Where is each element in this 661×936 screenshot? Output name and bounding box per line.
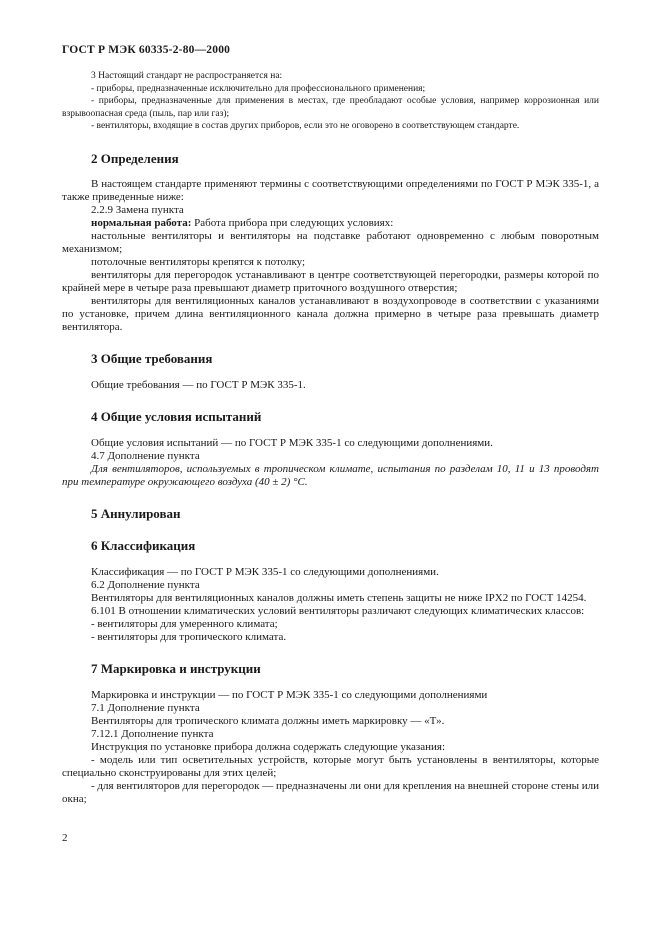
paragraph: Для вентиляторов, используемых в тропическом климате, испытания по разделам 10, 11 и 13 проводят при температуре окружающего воздуха (40 ± 2) °С. <box>62 462 599 488</box>
section-heading: 6 Классификация <box>91 537 196 553</box>
clause-number: 6.2 Дополнение пункта <box>91 578 200 591</box>
scope-item: - вентиляторы, входящие в состав других приборов, если это не оговорено в соответствующем стандарте. <box>91 121 520 131</box>
term-text: Работа прибора при следующих условиях: <box>191 216 394 229</box>
clause-number: 2.2.9 Замена пункта <box>91 203 184 216</box>
clause-number: 4.7 Дополнение пункта <box>91 449 200 462</box>
paragraph: Общие условия испытаний — по ГОСТ Р МЭК 335-1 со следующими дополнениями. <box>91 436 493 449</box>
paragraph: вентиляторы для вентиляционных каналов устанавливают в воздухопроводе в соответствии с указаниями по установке, причем длина вентиляционного канала должна примерно в четыре раза превышать диаметр вентилятора. <box>62 294 599 333</box>
term-definition <box>62 217 599 230</box>
section-heading: 7 Маркировка и инструкции <box>91 660 261 676</box>
paragraph: вентиляторы для перегородок устанавливают в центре соответствующей перегородки, размеры которой по крайней мере в четыре раза превышают диаметр приточного воздушного отверстия; <box>62 268 599 294</box>
paragraph: Инструкция по установке прибора должна содержать следующие указания: <box>91 740 446 753</box>
section-heading: 4 Общие условия испытаний <box>91 408 262 424</box>
section-heading: 3 Общие требования <box>91 350 213 366</box>
paragraph: Общие требования — по ГОСТ Р МЭК 335-1. <box>91 378 306 391</box>
list-item: - вентиляторы для тропического климата. <box>91 630 287 643</box>
paragraph: Классификация — по ГОСТ Р МЭК 335-1 со следующими дополнениями. <box>91 565 439 578</box>
paragraph: Вентиляторы для тропического климата должны иметь маркировку — «Т». <box>91 714 445 727</box>
paragraph: 6.101 В отношении климатических условий вентиляторы различают следующих климатических классов: <box>91 604 585 617</box>
section-heading: 5 Аннулирован <box>91 505 181 521</box>
term: нормальная работа: <box>91 216 192 229</box>
paragraph: настольные вентиляторы и вентиляторы на подставке работают одновременно с любым поворотным механизмом; <box>62 229 599 255</box>
list-item: - модель или тип осветительных устройств, которые могут быть установлены в вентиляторы, которые специально сконструированы для этих целей; <box>62 753 599 779</box>
document-header: ГОСТ Р МЭК 60335-2-80—2000 <box>62 44 231 56</box>
section-heading: 2 Определения <box>91 150 179 166</box>
list-item: - для вентиляторов для перегородок — предназначены ли они для крепления на внешней стороне стены или окна; <box>62 779 599 805</box>
scope-intro: 3 Настоящий стандарт не распространяется на: <box>91 71 283 81</box>
paragraph: потолочные вентиляторы крепятся к потолку; <box>91 255 306 268</box>
clause-number: 7.12.1 Дополнение пункта <box>91 727 214 740</box>
paragraph: Маркировка и инструкции — по ГОСТ Р МЭК 335-1 со следующими дополнениями <box>91 688 488 701</box>
scope-item: - приборы, предназначенные для применения в местах, где преобладают особые условия, например коррозионная или взрывоопасная среда (пыль, пар или газ); <box>62 96 599 119</box>
scope-item: - приборы, предназначенные исключительно для профессионального применения; <box>91 83 426 94</box>
paragraph: Вентиляторы для вентиляционных каналов должны иметь степень защиты не ниже IPX2 по ГОСТ 14254. <box>91 591 587 604</box>
paragraph: В настоящем стандарте применяют термины с соответствующими определениями по ГОСТ Р МЭК 335-1, а также приведенные ниже: <box>62 177 599 203</box>
clause-number: 7.1 Дополнение пункта <box>91 701 200 714</box>
list-item: - вентиляторы для умеренного климата; <box>91 617 278 630</box>
page-number: 2 <box>62 832 68 844</box>
document-body <box>62 70 599 806</box>
